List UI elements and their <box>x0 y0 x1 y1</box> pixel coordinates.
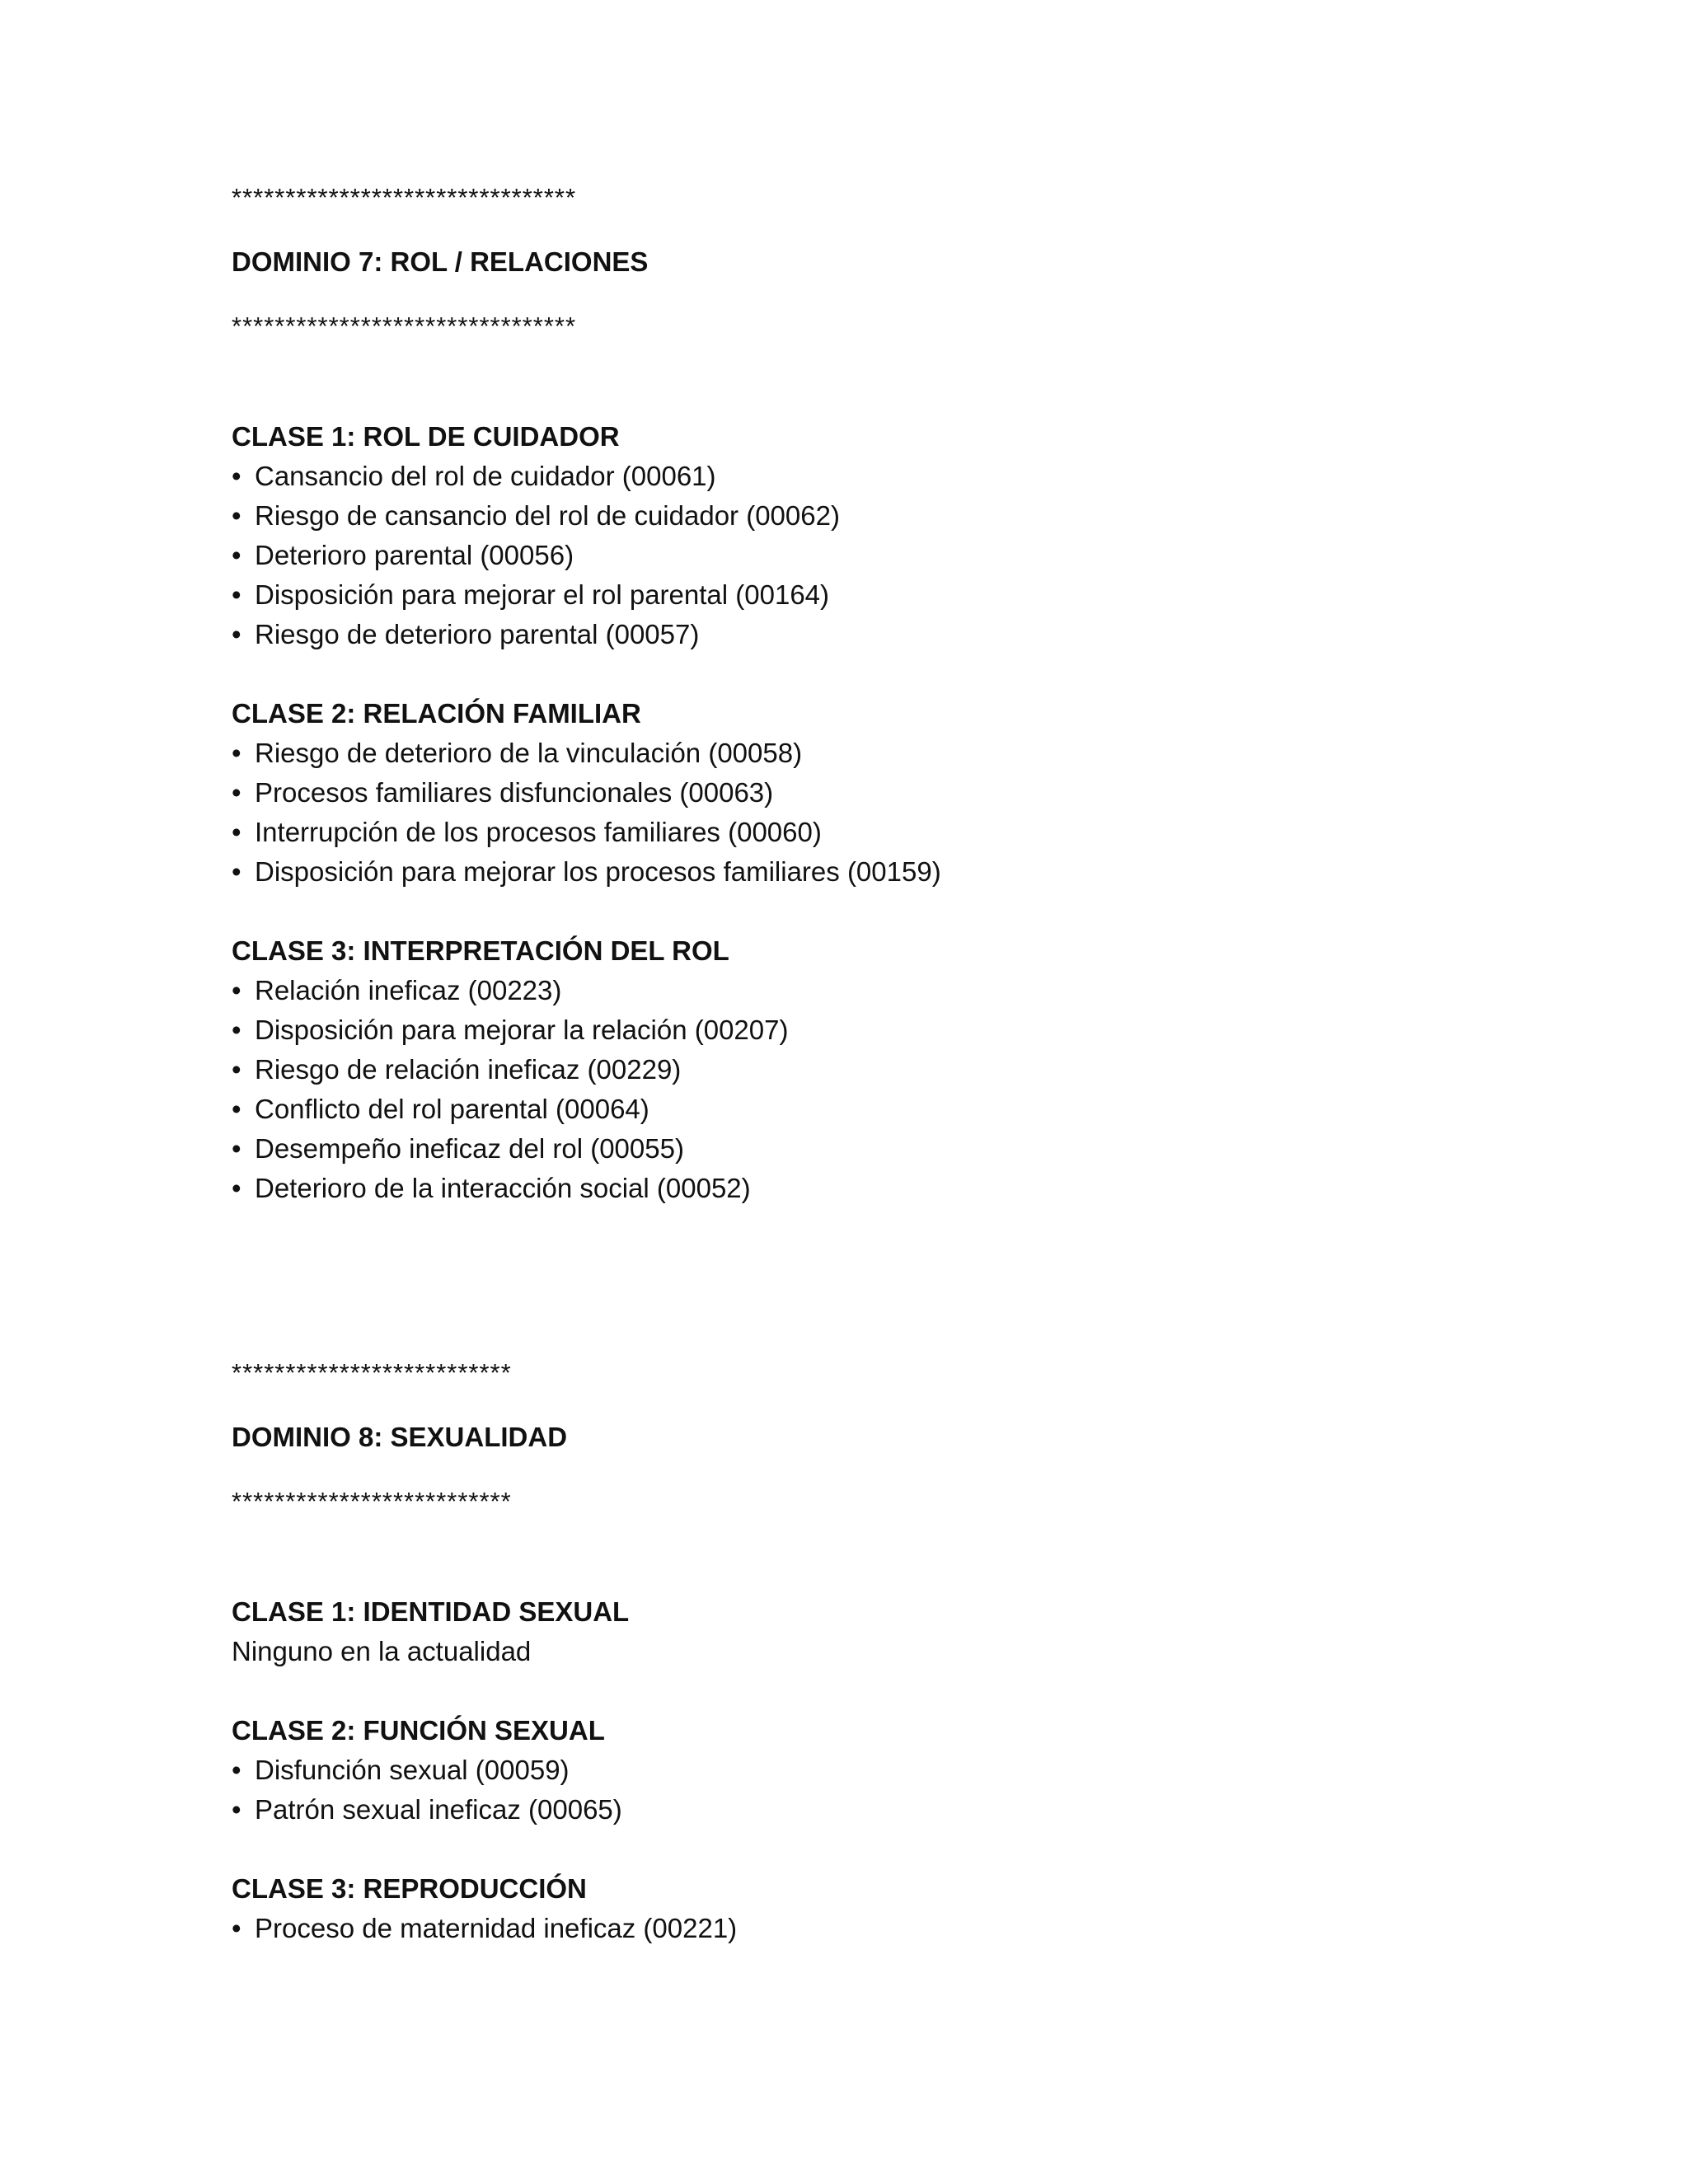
list-item <box>232 813 1468 852</box>
bullet-icon: • <box>232 1794 241 1825</box>
bullet-icon: • <box>232 619 241 649</box>
diagnosis-text: Riesgo de deterioro parental (00057) <box>255 619 700 649</box>
bullet-icon: • <box>232 1755 241 1785</box>
asterisk-divider-bottom: ******************************** <box>232 312 577 340</box>
diagnosis-list <box>232 733 1468 892</box>
class-section <box>232 1592 1468 1671</box>
diagnosis-text: Relación ineficaz (00223) <box>255 975 562 1005</box>
diagnosis-text: Disposición para mejorar la relación (00207) <box>255 1015 789 1045</box>
class-title: CLASE 2: FUNCIÓN SEXUAL <box>232 1715 605 1746</box>
domain-title: DOMINIO 8: SEXUALIDAD <box>232 1422 568 1452</box>
class-section <box>232 1711 1468 1830</box>
document-content <box>232 180 1468 1988</box>
bullet-icon: • <box>232 975 241 1005</box>
bullet-icon: • <box>232 540 241 570</box>
domain-classes <box>232 417 1468 1208</box>
list-item <box>232 575 1468 615</box>
diagnosis-text: Disposición para mejorar el rol parental (00164) <box>255 579 830 610</box>
list-item <box>232 1129 1468 1169</box>
diagnosis-text: Disfunción sexual (00059) <box>255 1755 570 1785</box>
bullet-icon: • <box>232 461 241 491</box>
list-item <box>232 615 1468 654</box>
bullet-icon: • <box>232 1094 241 1124</box>
diagnosis-text: Cansancio del rol de cuidador (00061) <box>255 461 716 491</box>
list-item <box>232 536 1468 575</box>
bullet-icon: • <box>232 856 241 887</box>
list-item <box>232 852 1468 892</box>
asterisk-divider-top: ******************************** <box>232 183 577 212</box>
bullet-icon: • <box>232 738 241 768</box>
class-section <box>232 417 1468 654</box>
class-title: CLASE 1: ROL DE CUIDADOR <box>232 421 620 452</box>
class-title: CLASE 3: INTERPRETACIÓN DEL ROL <box>232 935 729 966</box>
diagnosis-text: Interrupción de los procesos familiares (00060) <box>255 817 822 847</box>
list-item <box>232 773 1468 813</box>
bullet-icon: • <box>232 817 241 847</box>
diagnosis-text: Deterioro de la interacción social (00052) <box>255 1173 751 1203</box>
list-item <box>232 971 1468 1010</box>
bullet-icon: • <box>232 1913 241 1943</box>
class-title: CLASE 1: IDENTIDAD SEXUAL <box>232 1596 630 1627</box>
diagnosis-text: Patrón sexual ineficaz (00065) <box>255 1794 622 1825</box>
diagnosis-text: Procesos familiares disfuncionales (00063) <box>255 777 774 808</box>
diagnosis-list <box>232 971 1468 1208</box>
domain-title: DOMINIO 7: ROL / RELACIONES <box>232 246 649 277</box>
list-item <box>232 1909 1468 1948</box>
list-item <box>232 1790 1468 1830</box>
domain-section <box>232 1355 1468 1948</box>
bullet-icon: • <box>232 1015 241 1045</box>
diagnosis-text: Riesgo de deterioro de la vinculación (00058) <box>255 738 803 768</box>
diagnosis-text: Desempeño ineficaz del rol (00055) <box>255 1133 684 1164</box>
asterisk-divider-top: ************************** <box>232 1358 512 1387</box>
bullet-icon: • <box>232 777 241 808</box>
class-note: Ninguno en la actualidad <box>232 1636 532 1666</box>
class-section <box>232 931 1468 1208</box>
list-item <box>232 1050 1468 1090</box>
diagnosis-text: Disposición para mejorar los procesos familiares (00159) <box>255 856 941 887</box>
diagnosis-list <box>232 1750 1468 1830</box>
domain-section <box>232 180 1468 1208</box>
list-item <box>232 1090 1468 1129</box>
bullet-icon: • <box>232 1133 241 1164</box>
bullet-icon: • <box>232 1054 241 1085</box>
diagnosis-text: Proceso de maternidad ineficaz (00221) <box>255 1913 738 1943</box>
list-item <box>232 1010 1468 1050</box>
diagnosis-text: Riesgo de relación ineficaz (00229) <box>255 1054 682 1085</box>
bullet-icon: • <box>232 1173 241 1203</box>
bullet-icon: • <box>232 579 241 610</box>
class-section <box>232 694 1468 892</box>
diagnosis-text: Riesgo de cansancio del rol de cuidador (00062) <box>255 500 840 531</box>
list-item <box>232 457 1468 496</box>
diagnosis-text: Deterioro parental (00056) <box>255 540 574 570</box>
asterisk-divider-bottom: ************************** <box>232 1487 512 1516</box>
class-title: CLASE 2: RELACIÓN FAMILIAR <box>232 698 641 729</box>
list-item <box>232 1750 1468 1790</box>
class-title: CLASE 3: REPRODUCCIÓN <box>232 1873 587 1904</box>
domain-classes <box>232 1592 1468 1948</box>
list-item <box>232 733 1468 773</box>
class-section <box>232 1869 1468 1948</box>
bullet-icon: • <box>232 500 241 531</box>
list-item <box>232 1169 1468 1208</box>
diagnosis-list <box>232 457 1468 654</box>
list-item <box>232 496 1468 536</box>
diagnosis-text: Conflicto del rol parental (00064) <box>255 1094 649 1124</box>
diagnosis-list <box>232 1909 1468 1948</box>
